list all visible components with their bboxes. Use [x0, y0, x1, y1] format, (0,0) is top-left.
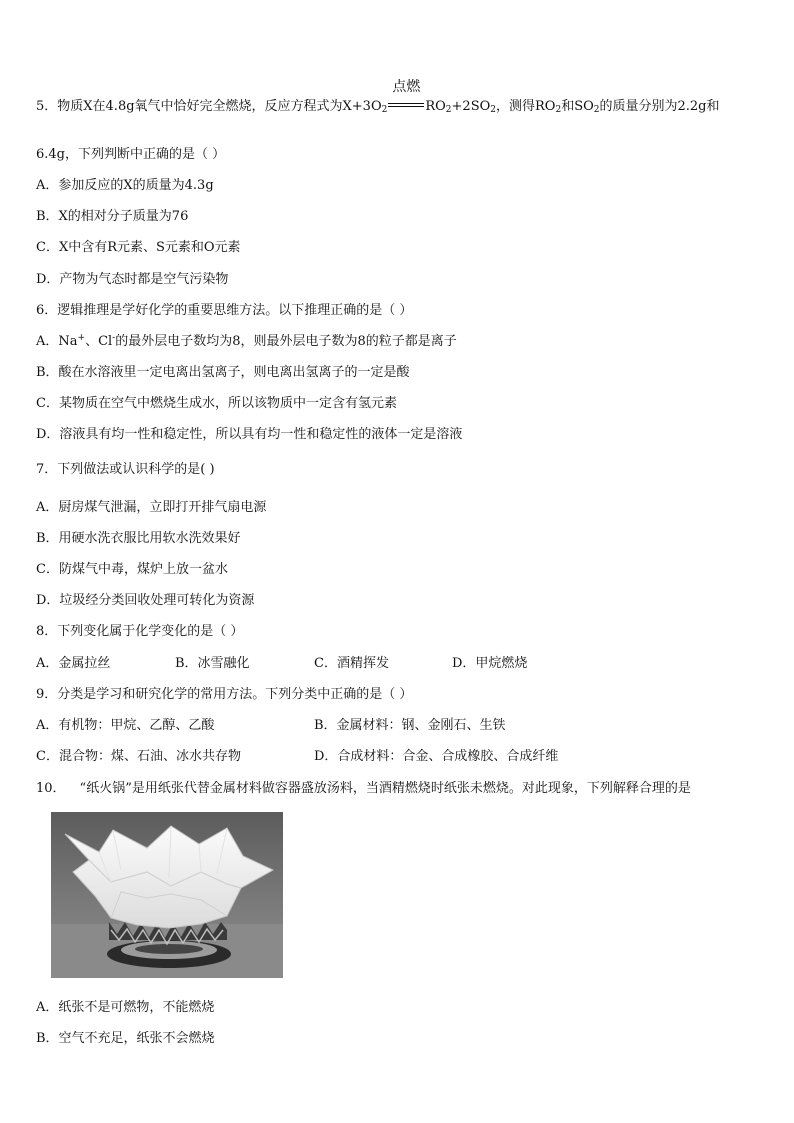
- q5-ro2-subscript-2: 2: [555, 105, 562, 115]
- q5-stem-text-b: RO: [425, 99, 446, 114]
- q5-o2-subscript: 2: [381, 105, 388, 115]
- q5-option-c: C．X中含有R元素、S元素和O元素: [36, 240, 241, 255]
- q6-option-b: B．酸在水溶液里一定电离出氢离子，则电离出氢离子的一定是酸: [36, 365, 410, 380]
- q6-option-a-post: 的最外层电子数均为8，则最外层电子数为8的粒子都是离子: [115, 334, 457, 349]
- q10-number: 10．: [36, 781, 66, 796]
- q5-stem-text-c: +2SO: [451, 99, 491, 114]
- q5-stem-line1: [36, 79, 720, 116]
- q5-ro2-subscript: 2: [445, 105, 452, 115]
- q5-option-b: B．X的相对分子质量为76: [36, 209, 189, 224]
- q7-option-b: B．用硬水洗衣服比用软水洗效果好: [36, 531, 241, 546]
- q5-stem-text-d: ，测得RO: [496, 99, 556, 114]
- reaction-arrow: [387, 79, 425, 116]
- q9-option-b: B．金属材料：钢、金刚石、生铁: [314, 718, 506, 733]
- q5-stem-text-e: 和SO: [561, 99, 594, 114]
- q6-stem: 6．逻辑推理是学好化学的重要思维方法。以下推理正确的是（ ）: [36, 303, 413, 318]
- paper-hotpot-illustration: [51, 812, 283, 978]
- q5-option-d: D．产物为气态时都是空气污染物: [36, 272, 229, 287]
- q7-option-d: D．垃圾经分类回收处理可转化为资源: [36, 593, 255, 608]
- q6-option-c: C．某物质在空气中燃烧生成水，所以该物质中一定含有氢元素: [36, 396, 397, 411]
- q6-option-d: D．溶液具有均一性和稳定性，所以具有均一性和稳定性的液体一定是溶液: [36, 427, 463, 442]
- q6-na-charge: +: [77, 333, 86, 343]
- q6-cl-charge: -: [112, 333, 116, 343]
- q9-option-c: C．混合物：煤、石油、冰水共存物: [36, 749, 241, 764]
- q5-so2-subscript-2: 2: [593, 105, 600, 115]
- q8-option-a: A．金属拉丝: [36, 656, 111, 671]
- q8-option-c: C．酒精挥发: [314, 656, 389, 671]
- paper-hotpot-photo: [51, 812, 283, 978]
- q10-stem-text: “纸火锅”是用纸张代替金属材料做容器盛放汤料，当酒精燃烧时纸张未燃烧。对此现象，下列解释合理的是: [79, 781, 691, 796]
- q9-option-a: A．有机物：甲烷、乙醇、乙酸: [36, 718, 215, 733]
- q6-option-a-pre: A．Na: [36, 334, 78, 349]
- q7-option-c: C．防煤气中毒，煤炉上放一盆水: [36, 562, 228, 577]
- q10-option-b: B．空气不充足，纸张不会燃烧: [36, 1031, 215, 1046]
- q8-option-b: B．冰雪融化: [175, 656, 250, 671]
- double-line-sign: [388, 103, 424, 107]
- q10-stem: [36, 780, 691, 798]
- q6-option-a-mid: 、Cl: [85, 334, 113, 349]
- q8-option-d: D．甲烷燃烧: [452, 656, 528, 671]
- reaction-condition: 点燃: [392, 79, 421, 95]
- q9-option-d: D．合成材料：合金、合成橡胶、合成纤维: [314, 749, 559, 764]
- q8-stem: 8．下列变化属于化学变化的是（ ）: [36, 624, 244, 639]
- q5-number: 5．: [36, 99, 58, 114]
- q5-so2-subscript: 2: [490, 105, 496, 115]
- q7-stem: 7．下列做法或认识科学的是( ): [36, 462, 215, 477]
- q6-option-a: [36, 333, 457, 351]
- q5-stem-text-f: 的质量分别为2.2g和: [599, 99, 720, 114]
- q9-stem: 9．分类是学习和研究化学的常用方法。下列分类中正确的是（ ）: [36, 687, 413, 702]
- q5-option-a: A．参加反应的X的质量为4.3g: [36, 178, 214, 193]
- q10-option-a: A．纸张不是可燃物，不能燃烧: [36, 1000, 215, 1015]
- q7-option-a: A．厨房煤气泄漏，立即打开排气扇电源: [36, 500, 267, 515]
- q5-stem-text-a: 物质X在4.8g氧气中恰好完全燃烧，反应方程式为X+3O: [57, 99, 382, 114]
- q5-stem-line2: 6.4g，下列判断中正确的是（ ）: [36, 147, 226, 162]
